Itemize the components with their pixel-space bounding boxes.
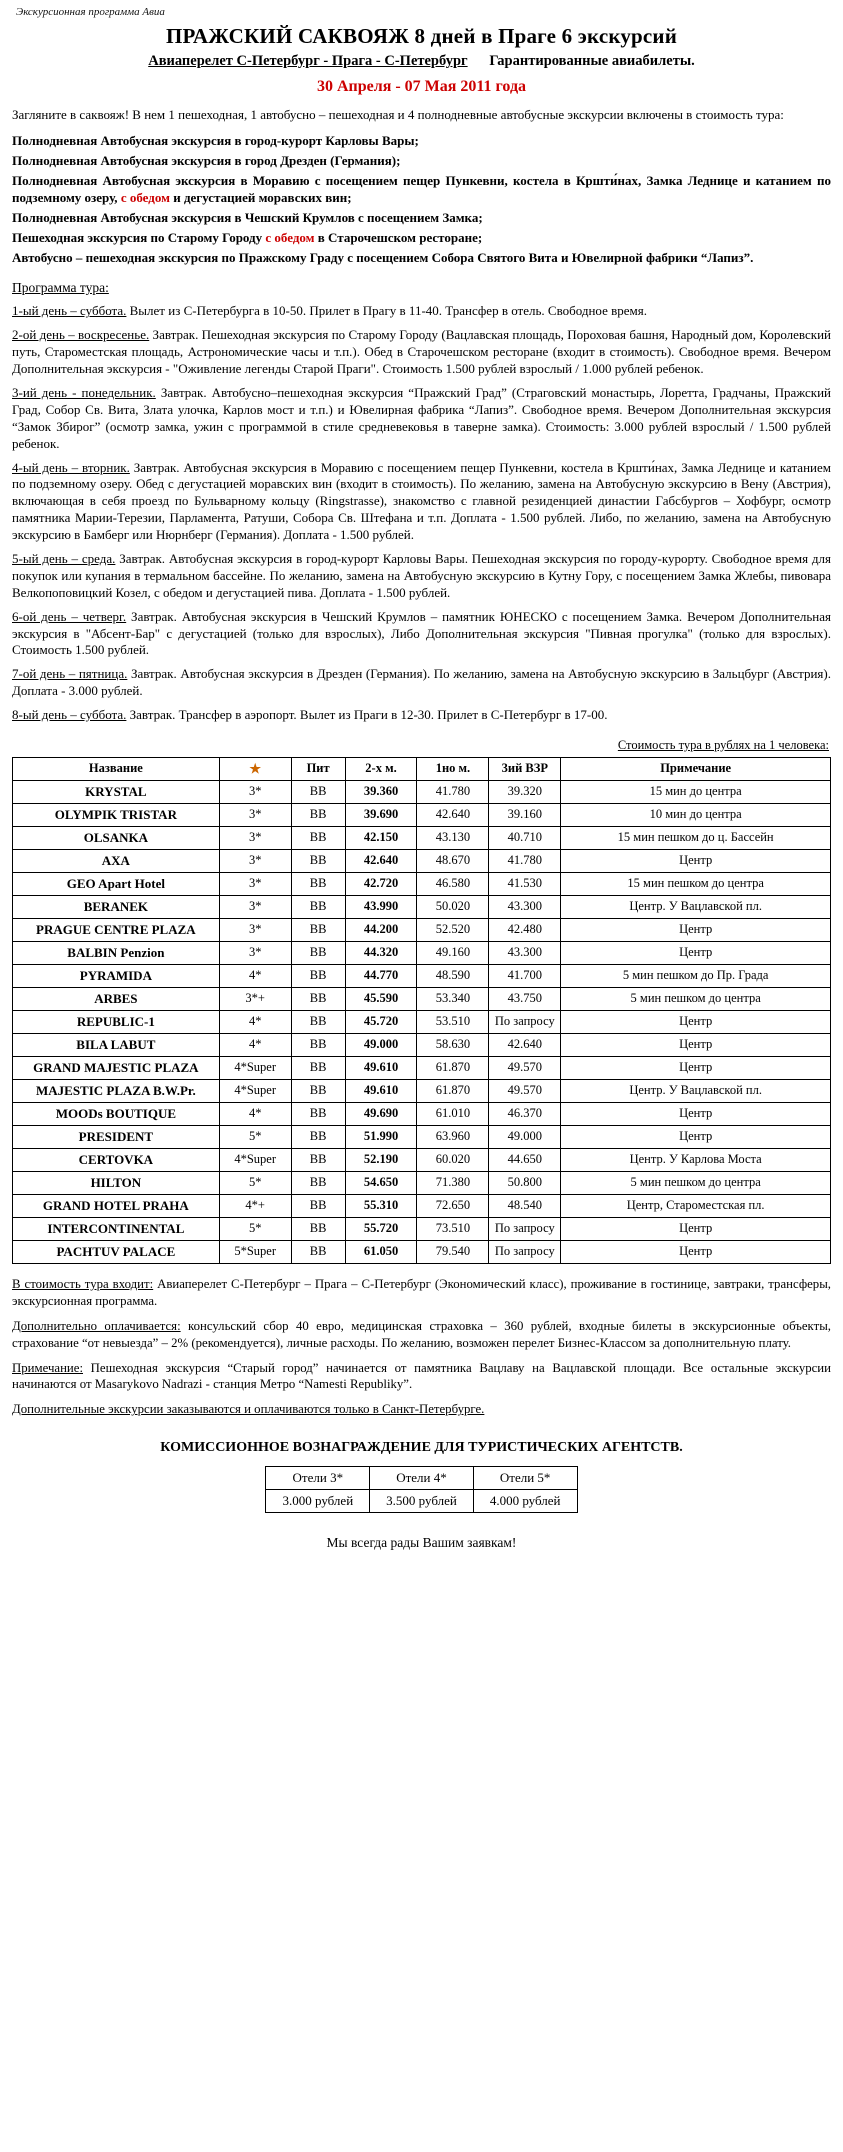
cell-note: Центр (561, 1102, 831, 1125)
table-row (13, 1171, 831, 1194)
program-day (12, 385, 831, 453)
cell-price-single: 63.960 (417, 1125, 489, 1148)
cell-price-double: 42.150 (345, 826, 417, 849)
excursion-item (12, 133, 831, 150)
cell-note: 15 мин пешком до ц. Бассейн (561, 826, 831, 849)
table-header-row (13, 757, 831, 780)
commission-value-row (266, 1490, 577, 1513)
cell-price-third: 42.480 (489, 918, 561, 941)
cell-meals: BB (291, 918, 345, 941)
excursions-list (12, 133, 831, 266)
cell-price-single: 53.340 (417, 987, 489, 1010)
footer-text: Мы всегда рады Вашим заявкам! (326, 1535, 517, 1551)
cell-hotel-name: BERANEK (13, 895, 220, 918)
header-name: Название (13, 757, 220, 780)
day-label: 8-ый день – суббота. (12, 707, 127, 723)
day-label: 3-ий день - понедельник. (12, 384, 156, 400)
cell-meals: BB (291, 1171, 345, 1194)
extra-paragraph (12, 1318, 831, 1352)
cell-category: 3* (219, 918, 291, 941)
cell-hotel-name: MOODs BOUTIQUE (13, 1102, 220, 1125)
program-day (12, 666, 831, 700)
extra-text: консульский сбор 40 евро, медицинская страховка – 360 рублей, входные билеты в экскурсионные объекты, страхование “от невыезда” – 2% (рекомендуется), личные расходы. По желанию, возможен перелет Бизнес-Классом за дополнительную плату. (12, 1318, 831, 1350)
cell-price-double: 54.650 (345, 1171, 417, 1194)
cell-meals: BB (291, 987, 345, 1010)
cell-price-third: 46.370 (489, 1102, 561, 1125)
cell-note: Центр (561, 1033, 831, 1056)
commission-header-5: Отели 5* (473, 1467, 577, 1490)
cell-hotel-name: MAJESTIC PLAZA B.W.Pr. (13, 1079, 220, 1102)
cell-meals: BB (291, 780, 345, 803)
cell-price-double: 55.720 (345, 1217, 417, 1240)
cell-hotel-name: OLSANKA (13, 826, 220, 849)
table-row (13, 1148, 831, 1171)
table-row (13, 895, 831, 918)
cell-price-double: 52.190 (345, 1148, 417, 1171)
cell-note: 10 мин до центра (561, 803, 831, 826)
cell-price-double: 51.990 (345, 1125, 417, 1148)
commission-value-3: 3.000 рублей (266, 1490, 370, 1513)
cell-price-single: 42.640 (417, 803, 489, 826)
conditions-block (12, 1276, 831, 1418)
table-row (13, 1033, 831, 1056)
subtitle-guarantee: Гарантированные авиабилеты. (489, 53, 695, 69)
cell-price-double: 42.640 (345, 849, 417, 872)
cell-price-third: 39.320 (489, 780, 561, 803)
cell-price-third: По запросу (489, 1010, 561, 1033)
cell-hotel-name: ARBES (13, 987, 220, 1010)
cell-hotel-name: PRESIDENT (13, 1125, 220, 1148)
excursion-item (12, 250, 831, 267)
day-text: Завтрак. Автобусно–пешеходная экскурсия “Пражский Град” (Страговский монастырь, Лоретта, Градчаны, Пражский Град, Собор Св. Вита, Злата улочка, Карлов мост и т.п.) и Ювелирная фабрика “Лапиз”. Свободное время. Вечером Дополнительная экскурсия “Замок Збирог” (осмотр замка, ужин с программой в стиле средневековья в таверне замка). Стоимость: 3.000 рублей взрослый / 1.500 рублей ребенок. (12, 384, 831, 451)
cell-price-single: 72.650 (417, 1194, 489, 1217)
day-label: 1-ый день – суббота. (12, 303, 127, 319)
day-text: Завтрак. Трансфер в аэропорт. Вылет из Праги в 12-30. Прилет в С-Петербург в 17-00. (126, 707, 608, 723)
excursion-highlight: Пражскому Граду с посещением Собора Святого Вита и Ювелирной фабрики “Лапиз”. (238, 249, 754, 265)
header-note: Примечание (561, 757, 831, 780)
cell-note: Центр (561, 1240, 831, 1263)
cell-meals: BB (291, 941, 345, 964)
cell-price-single: 73.510 (417, 1217, 489, 1240)
cell-price-double: 39.690 (345, 803, 417, 826)
cell-category: 5* (219, 1125, 291, 1148)
cell-category: 4*Super (219, 1056, 291, 1079)
cell-note: 5 мин пешком до Пр. Града (561, 964, 831, 987)
cell-price-single: 61.870 (417, 1079, 489, 1102)
cell-category: 4* (219, 1033, 291, 1056)
excursion-text: Полнодневная Автобусная экскурсия в Моравию с посещением пещер Пункевни, костела в Кршти́нах, Замка Леднице и катанием по подземному озеру, (12, 172, 831, 205)
cell-meals: BB (291, 1148, 345, 1171)
cell-category: 5*Super (219, 1240, 291, 1263)
excursion-item (12, 210, 831, 227)
table-row (13, 1217, 831, 1240)
cell-category: 5* (219, 1217, 291, 1240)
cell-note: Центр. У Карлова Моста (561, 1148, 831, 1171)
cell-meals: BB (291, 1102, 345, 1125)
extra-label: Дополнительно оплачивается: (12, 1318, 181, 1333)
cell-price-third: 41.780 (489, 849, 561, 872)
commission-value-5: 4.000 рублей (473, 1490, 577, 1513)
cell-meals: BB (291, 1079, 345, 1102)
table-row (13, 803, 831, 826)
table-row (13, 1102, 831, 1125)
cell-category: 3* (219, 872, 291, 895)
day-text: Завтрак. Автобусная экскурсия в Дрезден (Германия). По желанию, замена на Автобусную экскурсию в Зальцбург (Австрия). Доплата - 3.000 рублей. (12, 666, 831, 699)
cell-price-third: 39.160 (489, 803, 561, 826)
cell-price-single: 46.580 (417, 872, 489, 895)
excursion-text-end: и дегустацией моравских вин; (169, 189, 352, 205)
cell-meals: BB (291, 872, 345, 895)
cell-note: Центр (561, 918, 831, 941)
cell-price-double: 49.610 (345, 1079, 417, 1102)
hotels-table (12, 757, 831, 1264)
cell-price-third: 42.640 (489, 1033, 561, 1056)
cell-category: 3* (219, 803, 291, 826)
commission-header-4: Отели 4* (370, 1467, 474, 1490)
cell-meals: BB (291, 1240, 345, 1263)
table-row (13, 1125, 831, 1148)
table-row (13, 918, 831, 941)
commission-value-4: 3.500 рублей (370, 1490, 474, 1513)
cell-hotel-name: BALBIN Penzion (13, 941, 220, 964)
excursion-item (12, 230, 831, 247)
cell-hotel-name: GEO Apart Hotel (13, 872, 220, 895)
tour-dates: 30 Апреля - 07 Мая 2011 года (316, 78, 527, 95)
cell-price-double: 44.200 (345, 918, 417, 941)
excursion-text: Полнодневная Автобусная экскурсия в (12, 209, 245, 225)
cell-category: 5* (219, 1171, 291, 1194)
excursion-text: Пешеходная экскурсия по Старому Городу (12, 229, 266, 245)
cell-price-single: 50.020 (417, 895, 489, 918)
cell-meals: BB (291, 964, 345, 987)
table-row (13, 849, 831, 872)
day-text: Вылет из С-Петербурга в 10-50. Прилет в Прагу в 11-40. Трансфер в отель. Свободное время. (126, 303, 647, 319)
cell-price-single: 41.780 (417, 780, 489, 803)
cell-note: Центр. У Вацлавской пл. (561, 1079, 831, 1102)
table-row (13, 987, 831, 1010)
cell-note: Центр (561, 1010, 831, 1033)
commission-title: КОМИССИОННОЕ ВОЗНАГРАЖДЕНИЕ ДЛЯ ТУРИСТИЧЕСКИХ АГЕНТСТВ. (160, 1440, 683, 1456)
cell-note: 5 мин пешком до центра (561, 987, 831, 1010)
program-heading: Программа тура: (12, 280, 109, 296)
commission-header-row (266, 1467, 577, 1490)
cell-price-double: 49.000 (345, 1033, 417, 1056)
cell-category: 4*Super (219, 1079, 291, 1102)
program-day (12, 460, 831, 544)
cell-price-double: 44.770 (345, 964, 417, 987)
cell-price-single: 48.670 (417, 849, 489, 872)
day-label: 2-ой день – воскресенье. (12, 327, 150, 343)
program-day (12, 609, 831, 660)
cell-price-double: 45.590 (345, 987, 417, 1010)
cell-meals: BB (291, 1125, 345, 1148)
top-note: Экскурсионная программа Авиа (16, 6, 165, 18)
cell-price-double: 61.050 (345, 1240, 417, 1263)
booking-note-paragraph (12, 1401, 831, 1418)
cell-price-double: 55.310 (345, 1194, 417, 1217)
excursion-highlight: Дрезден (Германия); (280, 153, 401, 169)
table-row (13, 1010, 831, 1033)
cell-price-third: 49.570 (489, 1056, 561, 1079)
subtitle-line (12, 53, 831, 70)
remark-paragraph (12, 1360, 831, 1394)
cell-price-single: 79.540 (417, 1240, 489, 1263)
excursion-highlight: Чешский Крумлов с посещением Замка; (244, 209, 483, 225)
table-row (13, 1194, 831, 1217)
cell-price-double: 44.320 (345, 941, 417, 964)
cell-category: 3*+ (219, 987, 291, 1010)
cell-note: 15 мин до центра (561, 780, 831, 803)
table-row (13, 964, 831, 987)
program-day (12, 327, 831, 378)
booking-note: Дополнительные экскурсии заказываются и оплачиваются только в Санкт-Петербурге. (12, 1402, 485, 1417)
cell-meals: BB (291, 849, 345, 872)
cell-meals: BB (291, 1033, 345, 1056)
cell-hotel-name: CERTOVKA (13, 1148, 220, 1171)
cell-price-third: По запросу (489, 1217, 561, 1240)
cell-price-double: 39.360 (345, 780, 417, 803)
cell-meals: BB (291, 826, 345, 849)
table-row (13, 1056, 831, 1079)
commission-table (265, 1466, 577, 1513)
page-title: ПРАЖСКИЙ САКВОЯЖ 8 дней в Праге 6 экскурсий (165, 24, 678, 48)
included-paragraph (12, 1276, 831, 1310)
cell-price-third: 41.530 (489, 872, 561, 895)
excursion-highlight: Карловы Вары; (325, 133, 419, 149)
cell-price-third: 41.700 (489, 964, 561, 987)
included-text: Авиаперелет С-Петербург – Прага – С-Петербург (Экономический класс), проживание в гостинице, завтраки, трансферы, экскурсионная программа. (12, 1276, 831, 1308)
header-stars-icon: ★ (219, 757, 291, 780)
excursion-item (12, 173, 831, 207)
day-label: 5-ый день – среда. (12, 550, 116, 566)
cell-category: 3* (219, 826, 291, 849)
cell-meals: BB (291, 1217, 345, 1240)
cell-note: Центр (561, 941, 831, 964)
day-text: Завтрак. Автобусная экскурсия в Моравию с посещением пещер Пункевни, костела в Кршти́нах, Замка Леднице и катанием по подземному озеру. Обед с дегустацией моравских вин (входит в стоимость). По желанию, замена на Автобусную экскурсию в Вену (Австрия), включающая в себя проезд по Бульварному кольцу (Ringstrasse), знакомство с главной резиденцией династии Габсбургов – Хофбург, осмотр памятника Марии-Терезии, Парламента, Ратуши, Собора Св. Штефана и т.п. Доплата - 1.500 рублей. Либо, по желанию, замена на Автобусную экскурсию в Бамберг или Нюрнберг (Германия). Доплата - 1.500 рублей. (12, 459, 831, 543)
program-day (12, 707, 831, 724)
cell-hotel-name: GRAND MAJESTIC PLAZA (13, 1056, 220, 1079)
remark-text: Пешеходная экскурсия “Старый город” начинается от памятника Вацлаву на Вацлавской площади. Все остальные экскурсии начинаются от Masarykovo Nadrazi - станция Метро “Namesti Republiky”. (12, 1360, 831, 1392)
cell-meals: BB (291, 895, 345, 918)
cell-price-third: 40.710 (489, 826, 561, 849)
subtitle-flight: Авиаперелет С-Петербург - Прага - С-Петербург (148, 53, 468, 69)
cell-note: Центр, Староместская пл. (561, 1194, 831, 1217)
remark-label: Примечание: (12, 1360, 83, 1375)
cell-note: Центр (561, 1125, 831, 1148)
cell-hotel-name: PRAGUE CENTRE PLAZA (13, 918, 220, 941)
cell-note: Центр (561, 1217, 831, 1240)
cell-price-third: 44.650 (489, 1148, 561, 1171)
included-label: В стоимость тура входит: (12, 1276, 154, 1291)
price-note: Стоимость тура в рублях на 1 человека: (617, 737, 829, 752)
cell-note: 15 мин пешком до центра (561, 872, 831, 895)
table-row (13, 872, 831, 895)
cell-hotel-name: INTERCONTINENTAL (13, 1217, 220, 1240)
header-single: 1но м. (417, 757, 489, 780)
cell-price-single: 48.590 (417, 964, 489, 987)
excursion-item (12, 153, 831, 170)
cell-hotel-name: REPUBLIC-1 (13, 1010, 220, 1033)
day-label: 4-ый день – вторник. (12, 459, 130, 475)
day-text: Завтрак. Автобусная экскурсия в Чешский Крумлов – памятник ЮНЕСКО с посещением Замка. Вечером Дополнительная экскурсия в "Абсент-Бар" с дегустацией (только для взрослых), Либо Дополнительная экскурсия "Пивная прогулка" (только для взрослых). Стоимость 1.500 рублей. (12, 608, 831, 658)
program-day (12, 551, 831, 602)
cell-price-single: 49.160 (417, 941, 489, 964)
cell-price-single: 58.630 (417, 1033, 489, 1056)
table-row (13, 941, 831, 964)
excursion-text: Полнодневная Автобусная экскурсия в город-курорт (12, 133, 326, 149)
cell-category: 4* (219, 964, 291, 987)
cell-price-single: 53.510 (417, 1010, 489, 1033)
cell-category: 3* (219, 941, 291, 964)
cell-price-single: 61.870 (417, 1056, 489, 1079)
cell-price-third: 49.570 (489, 1079, 561, 1102)
cell-hotel-name: KRYSTAL (13, 780, 220, 803)
excursion-red: с обедом (265, 229, 315, 245)
cell-hotel-name: PYRAMIDA (13, 964, 220, 987)
intro-paragraph: Загляните в саквояж! В нем 1 пешеходная, 1 автобусно – пешеходная и 4 полнодневные автобусные экскурсии включены в стоимость тура: (12, 107, 784, 122)
day-text: Завтрак. Пешеходная экскурсия по Старому Городу (Вацлавская площадь, Пороховая башня, Народный дом, Королевский путь, Староместская площадь, Астрономические часы и т.п.). Обед в Старочешском ресторане (входит в стоимость). Свободное время. Вечером Дополнительная экскурсия - "Оживление легенды Старой Праги". Стоимость 1.500 рублей взрослый / 1.000 рублей ребенок. (12, 327, 831, 377)
cell-price-double: 45.720 (345, 1010, 417, 1033)
excursion-red: с обедом (120, 189, 170, 205)
cell-meals: BB (291, 1194, 345, 1217)
cell-price-third: 48.540 (489, 1194, 561, 1217)
excursion-text-end: в Старочешском ресторане; (314, 229, 483, 245)
cell-price-third: 43.300 (489, 941, 561, 964)
excursion-text: Автобусно – пешеходная экскурсия по (12, 249, 239, 265)
cell-note: Центр. У Вацлавской пл. (561, 895, 831, 918)
excursion-text: Полнодневная Автобусная экскурсия в город (12, 153, 281, 169)
cell-price-double: 49.610 (345, 1056, 417, 1079)
cell-hotel-name: AXA (13, 849, 220, 872)
day-label: 7-ой день – пятница. (12, 666, 128, 682)
cell-price-third: 43.750 (489, 987, 561, 1010)
cell-price-single: 60.020 (417, 1148, 489, 1171)
cell-note: Центр (561, 1056, 831, 1079)
cell-price-third: 43.300 (489, 895, 561, 918)
cell-price-third: 49.000 (489, 1125, 561, 1148)
cell-meals: BB (291, 803, 345, 826)
cell-price-single: 71.380 (417, 1171, 489, 1194)
cell-note: 5 мин пешком до центра (561, 1171, 831, 1194)
cell-meals: BB (291, 1010, 345, 1033)
cell-category: 3* (219, 895, 291, 918)
cell-hotel-name: PACHTUV PALACE (13, 1240, 220, 1263)
cell-category: 4*Super (219, 1148, 291, 1171)
cell-category: 4* (219, 1010, 291, 1033)
header-meals: Пит (291, 757, 345, 780)
cell-hotel-name: BILA LABUT (13, 1033, 220, 1056)
commission-header-3: Отели 3* (266, 1467, 370, 1490)
cell-category: 3* (219, 849, 291, 872)
cell-meals: BB (291, 1056, 345, 1079)
cell-hotel-name: HILTON (13, 1171, 220, 1194)
table-row (13, 1240, 831, 1263)
cell-hotel-name: GRAND HOTEL PRAHA (13, 1194, 220, 1217)
cell-hotel-name: OLYMPIK TRISTAR (13, 803, 220, 826)
cell-price-single: 61.010 (417, 1102, 489, 1125)
header-double: 2-х м. (345, 757, 417, 780)
cell-price-double: 42.720 (345, 872, 417, 895)
header-third-adult: 3ий ВЗР (489, 757, 561, 780)
day-text: Завтрак. Автобусная экскурсия в город-курорт Карловы Вары. Пешеходная экскурсия по городу-курорту. Свободное время для покупок или купания в термальном бассейне. По желанию, замена на Автобусную экскурсию в Кутну Гору, с посещением Замка Жлебы, пивовара Велкопоповицкий Козел, с обедом и дегустацией пива. Доплата - 1.500 рублей. (12, 550, 831, 600)
cell-category: 3* (219, 780, 291, 803)
cell-price-double: 43.990 (345, 895, 417, 918)
day-label: 6-ой день – четверг. (12, 608, 127, 624)
cell-price-double: 49.690 (345, 1102, 417, 1125)
table-row (13, 826, 831, 849)
cell-price-third: По запросу (489, 1240, 561, 1263)
cell-price-third: 50.800 (489, 1171, 561, 1194)
program-day (12, 303, 831, 320)
cell-note: Центр (561, 849, 831, 872)
cell-category: 4*+ (219, 1194, 291, 1217)
cell-category: 4* (219, 1102, 291, 1125)
table-row (13, 780, 831, 803)
cell-price-single: 52.520 (417, 918, 489, 941)
table-row (13, 1079, 831, 1102)
cell-price-single: 43.130 (417, 826, 489, 849)
